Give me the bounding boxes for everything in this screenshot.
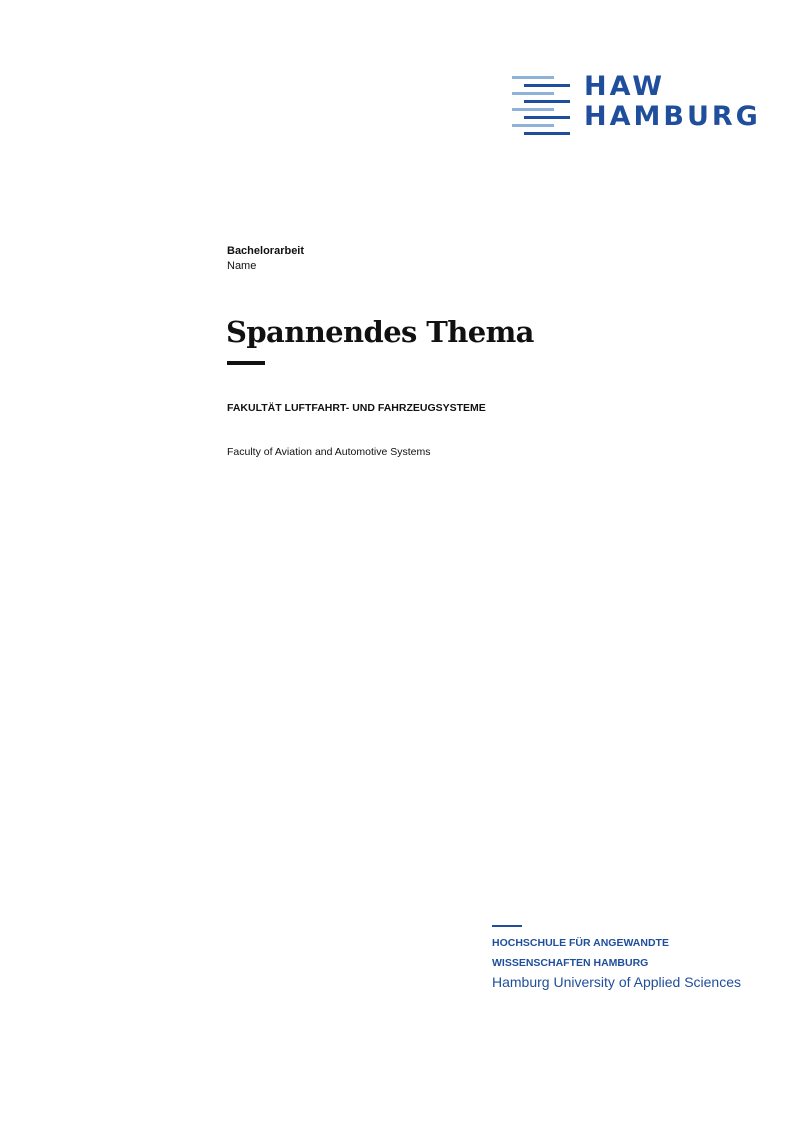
logo-line-1: HAW bbox=[584, 71, 666, 102]
document-type: Bachelorarbeit bbox=[227, 245, 305, 257]
faculty-english: Faculty of Aviation and Automotive Systems bbox=[227, 446, 431, 458]
author-name: Name bbox=[227, 260, 257, 272]
logo-bar bbox=[524, 132, 570, 135]
logo-bar bbox=[512, 124, 554, 127]
logo-bar bbox=[512, 76, 554, 79]
logo-line-2: HAMBURG bbox=[584, 101, 761, 132]
logo-bar bbox=[524, 100, 570, 103]
logo-bar bbox=[524, 84, 570, 87]
logo-bar bbox=[512, 108, 554, 111]
thesis-title: Spannendes Thema bbox=[226, 315, 534, 349]
university-name-line-1: HOCHSCHULE FÜR ANGEWANDTE bbox=[492, 937, 669, 949]
university-name-english: Hamburg University of Applied Sciences bbox=[492, 974, 742, 990]
logo-bar bbox=[512, 92, 554, 95]
faculty-german: FAKULTÄT LUFTFAHRT- UND FAHRZEUGSYSTEME bbox=[227, 402, 486, 414]
logo-wordmark bbox=[584, 72, 761, 132]
title-divider bbox=[227, 361, 265, 365]
logo-bar bbox=[524, 116, 570, 119]
university-name-line-2: WISSENSCHAFTEN HAMBURG bbox=[492, 957, 649, 969]
haw-logo bbox=[510, 71, 761, 138]
footer-divider bbox=[492, 925, 522, 927]
haw-bars-icon bbox=[510, 74, 572, 136]
